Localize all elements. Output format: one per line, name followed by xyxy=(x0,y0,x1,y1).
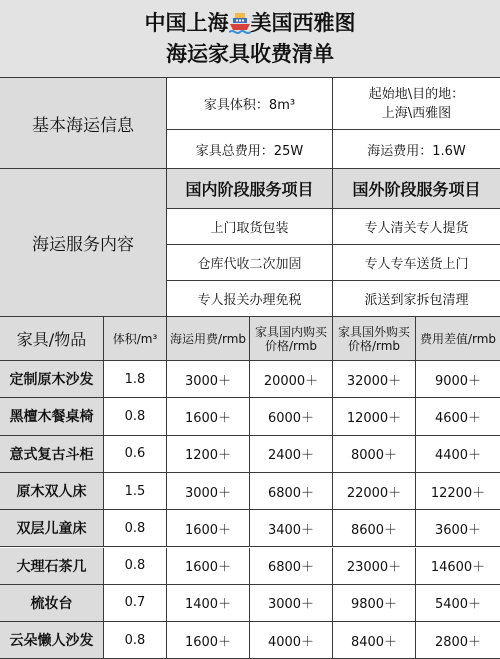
foreign-services-header: 国外阶段服务项目 xyxy=(333,169,500,209)
price-difference-cell: 4600＋ xyxy=(416,398,500,435)
foreign-service-item: 派送到家拆包清理 xyxy=(333,281,500,317)
foreign-service-item: 专人清关专人提货 xyxy=(333,209,500,245)
shipping-cost-cell: 1400＋ xyxy=(167,585,250,622)
column-header-domestic-price xyxy=(250,317,333,361)
route-value: 上海\西雅图 xyxy=(381,105,452,121)
domestic-price-cell: 6800＋ xyxy=(250,548,333,585)
price-difference-cell: 3600＋ xyxy=(416,510,500,547)
shipping-fee-info: 海运费用：1.6W xyxy=(333,130,500,169)
column-header-difference: 费用差值/rmb xyxy=(416,317,500,361)
volume-cell: 0.6 xyxy=(104,436,167,473)
column-header-item: 家具/物品 xyxy=(0,317,104,361)
item-name-cell: 原木双人床 xyxy=(0,473,104,510)
item-name-cell: 黑檀木餐桌椅 xyxy=(0,398,104,435)
volume-info: 家具体积：8m³ xyxy=(167,78,333,130)
domestic-price-cell: 2400＋ xyxy=(250,436,333,473)
volume-cell: 0.7 xyxy=(104,585,167,622)
total-fee-info: 家具总费用：25W xyxy=(167,130,333,169)
foreign-price-cell: 8600＋ xyxy=(333,510,416,547)
header-line: 价格/rmb xyxy=(264,338,318,353)
header-line: 价格/rmb xyxy=(347,338,401,353)
domestic-price-cell: 4000＋ xyxy=(250,622,333,659)
volume-cell: 0.8 xyxy=(104,548,167,585)
domestic-price-cell: 3000＋ xyxy=(250,585,333,622)
title-line-1 xyxy=(145,8,356,39)
price-difference-cell: 5400＋ xyxy=(416,585,500,622)
foreign-price-cell: 12000＋ xyxy=(333,398,416,435)
title-origin: 中国上海 xyxy=(144,10,229,35)
shipping-cost-cell: 1600＋ xyxy=(167,398,250,435)
basic-info-label: 基本海运信息 xyxy=(0,78,167,169)
column-header-shipping: 海运用费/rmb xyxy=(167,317,250,361)
title-destination: 美国西雅图 xyxy=(250,10,356,35)
item-name-cell: 定制原木沙发 xyxy=(0,361,104,398)
ship-icon xyxy=(229,11,251,35)
price-difference-cell: 14600＋ xyxy=(416,548,500,585)
services-label: 海运服务内容 xyxy=(0,169,167,317)
price-difference-cell: 4400＋ xyxy=(416,436,500,473)
domestic-service-item: 上门取货包装 xyxy=(167,209,333,245)
route-label: 起始地\目的地： xyxy=(368,86,465,102)
foreign-price-cell: 32000＋ xyxy=(333,361,416,398)
header-line: 家具国外购买 xyxy=(337,324,410,339)
volume-cell: 1.5 xyxy=(104,473,167,510)
volume-cell: 0.8 xyxy=(104,398,167,435)
item-name-cell: 云朵懒人沙发 xyxy=(0,622,104,659)
price-difference-cell: 12200＋ xyxy=(416,473,500,510)
column-header-volume: 体积/m³ xyxy=(104,317,167,361)
domestic-price-cell: 20000＋ xyxy=(250,361,333,398)
item-name-cell: 双层儿童床 xyxy=(0,510,104,547)
foreign-service-item: 专人专车送货上门 xyxy=(333,245,500,281)
volume-cell: 0.8 xyxy=(104,622,167,659)
domestic-service-item: 专人报关办理免税 xyxy=(167,281,333,317)
domestic-service-item: 仓库代收二次加固 xyxy=(167,245,333,281)
shipping-cost-cell: 1200＋ xyxy=(167,436,250,473)
price-difference-cell: 9000＋ xyxy=(416,361,500,398)
shipping-cost-cell: 1600＋ xyxy=(167,510,250,547)
foreign-price-cell: 22000＋ xyxy=(333,473,416,510)
item-name-cell: 梳妆台 xyxy=(0,585,104,622)
column-header-foreign-price xyxy=(333,317,416,361)
domestic-services-header: 国内阶段服务项目 xyxy=(167,169,333,209)
shipping-cost-cell: 1600＋ xyxy=(167,622,250,659)
page-title xyxy=(0,0,500,78)
domestic-price-cell: 3400＋ xyxy=(250,510,333,547)
volume-cell: 1.8 xyxy=(104,361,167,398)
shipping-cost-cell: 3000＋ xyxy=(167,361,250,398)
price-difference-cell: 2800＋ xyxy=(416,622,500,659)
foreign-price-cell: 8400＋ xyxy=(333,622,416,659)
foreign-price-cell: 9800＋ xyxy=(333,585,416,622)
header-line: 家具国内购买 xyxy=(254,324,327,339)
route-info xyxy=(333,78,500,130)
title-line-2: 海运家具收费清单 xyxy=(166,41,334,66)
foreign-price-cell: 23000＋ xyxy=(333,548,416,585)
foreign-price-cell: 8000＋ xyxy=(333,436,416,473)
domestic-price-cell: 6800＋ xyxy=(250,473,333,510)
shipping-cost-cell: 3000＋ xyxy=(167,473,250,510)
shipping-cost-cell: 1600＋ xyxy=(167,548,250,585)
volume-cell: 0.8 xyxy=(104,510,167,547)
domestic-price-cell: 6000＋ xyxy=(250,398,333,435)
item-name-cell: 意式复古斗柜 xyxy=(0,436,104,473)
item-name-cell: 大理石茶几 xyxy=(0,548,104,585)
